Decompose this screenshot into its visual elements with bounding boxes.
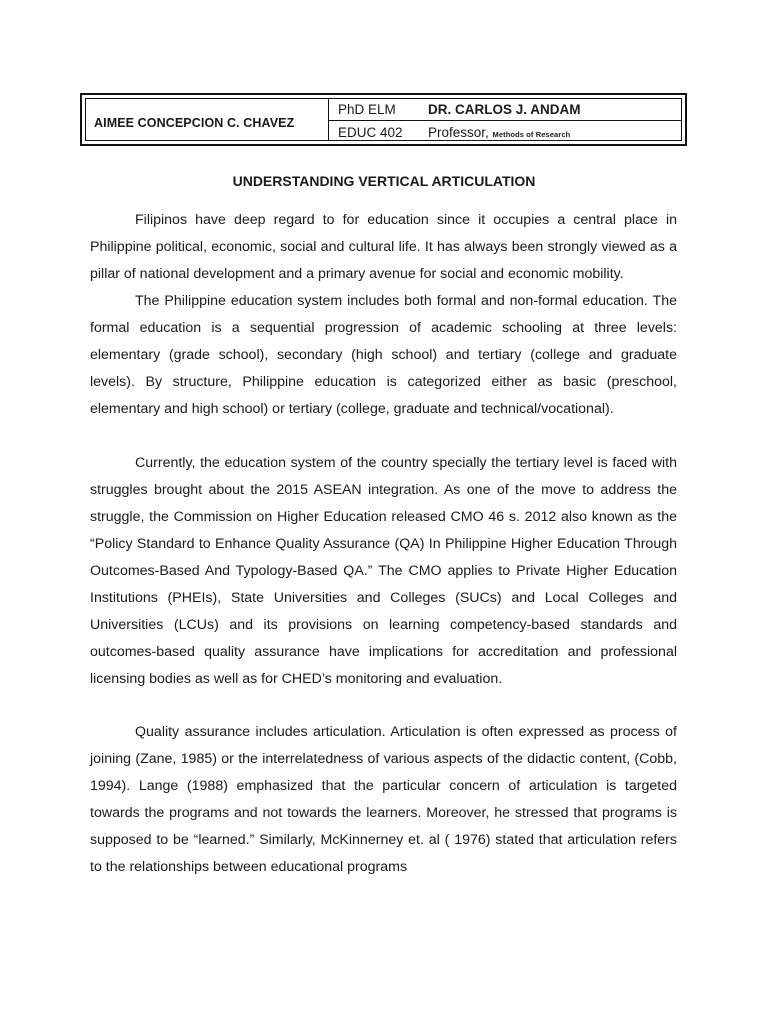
student-name: AIMEE CONCEPCION C. CHAVEZ (94, 116, 295, 130)
professor-name: DR. CARLOS J. ANDAM (428, 102, 581, 117)
header-table-inner (85, 98, 682, 141)
header-table (80, 93, 687, 146)
paragraph-4: Quality assurance includes articulation. Articulation is often expressed as process of joining (Zane, 1985) or the interrelatedness of various aspects of the didactic content, (Cobb, 1994). Lange (1988) emphasized that the particular concern of articulation is targeted towards the programs and not towards the learners. Moreover, he stressed that programs is supposed to be “learned.” Similarly, McKinnerney et. al ( 1976) stated that articulation refers to the relationships between educational programs (90, 724, 677, 875)
paragraph-1: Filipinos have deep regard to for education since it occupies a central place in Philippine political, economic, social and cultural life. It has always been strongly viewed as a pillar of national development and a primary avenue for social and economic mobility. (90, 212, 677, 282)
paragraph-3: Currently, the education system of the country specially the tertiary level is faced with struggles brought about the 2015 ASEAN integration. As one of the move to address the struggle, the Commission on Higher Education released CMO 46 s. 2012 also known as the “Policy Standard to Enhance Quality Assurance (QA) In Philippine Higher Education Through Outcomes-Based And Typology-Based QA.” The CMO applies to Private Higher Education Institutions (PHEIs), State Universities and Colleges (SUCs) and Local Colleges and Universities (LCUs) and its provisions on learning competency-based standards and outcomes-based quality assurance have implications for accreditation and professional licensing bodies as well as for CHED’s monitoring and evaluation. (90, 455, 677, 687)
document-title: UNDERSTANDING VERTICAL ARTICULATION (232, 173, 536, 189)
professor-role (428, 125, 570, 143)
header-row-divider (328, 120, 681, 121)
program-label: PhD ELM (338, 102, 396, 117)
paragraph-2: The Philippine education system includes both formal and non-formal education. The formal education is a sequential progression of academic schooling at three levels: elementary (grade school), secondary (high school) and tertiary (college and graduate levels). By structure, Philippine education is categorized either as basic (preschool, elementary and high school) or tertiary (college, graduate and technical/vocational). (90, 293, 677, 417)
document-body (90, 207, 677, 881)
professor-role-label: Professor, (428, 125, 493, 140)
course-code: EDUC 402 (338, 125, 403, 140)
professor-subject: Methods of Research (492, 130, 571, 139)
